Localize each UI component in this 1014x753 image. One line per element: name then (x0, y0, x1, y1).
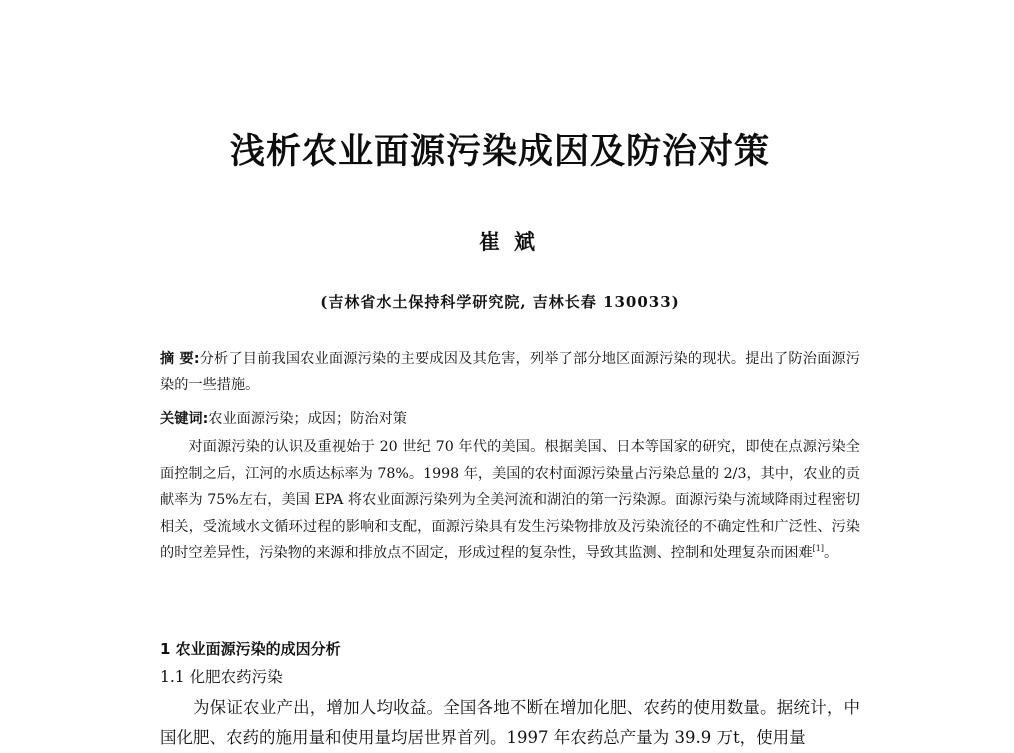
subsection-heading: 1.1 化肥农药污染 (160, 668, 283, 686)
intro-end: 。 (823, 545, 839, 562)
abstract-label: 摘 要: (160, 351, 200, 367)
citation-ref: [1] (812, 544, 824, 554)
section-heading: 1 农业面源污染的成因分析 (160, 640, 341, 658)
intro-paragraph (160, 434, 860, 567)
keywords-text: 农业面源污染；成因；防治对策 (208, 411, 407, 427)
paper-title: 浅析农业面源污染成因及防治对策 (229, 132, 770, 172)
abstract-text: 分析了目前我国农业面源污染的主要成因及其危害，列举了部分地区面源污染的现状。提出了防治面源污染的一些措施。 (160, 351, 860, 393)
body-paragraph: 为保证农业产出，增加人均收益。全国各地不断在增加化肥、农药的使用数量。据统计，中国化肥、农药的施用量和使用量均居世界首列。1997 年农药总产量为 39.9 万t，使用量 (160, 698, 860, 747)
abstract (160, 346, 860, 398)
author-affiliation: (吉林省水土保持科学研究院, 吉林长春 130033) (320, 293, 680, 311)
keywords-label: 关键词: (160, 411, 209, 427)
author-name: 崔斌 (479, 229, 549, 254)
keywords (160, 406, 860, 432)
intro-text: 对面源污染的认识及重视始于 20 世纪 70 年代的美国。根据美国、日本等国家的研究，即使在点源污染全面控制之后，江河的水质达标率为 78%。1998 年，美国的农村面源污染量占污染总量的 2/3，其中，农业的贡献率为 75%左右，美国 EPA 将农业面源污染列为全美河流和湖泊的第一污染源。面源污染与流域降雨过程密切相关，受流域水文循环过程的影响和支配，面源污染具有发生污染物排放及污染流径的不确定性和广泛性、污染的时空差异性，污染物的来源和排放点不固定，形成过程的复杂性，导致其监测、控制和处理复杂而困难 (160, 439, 860, 562)
